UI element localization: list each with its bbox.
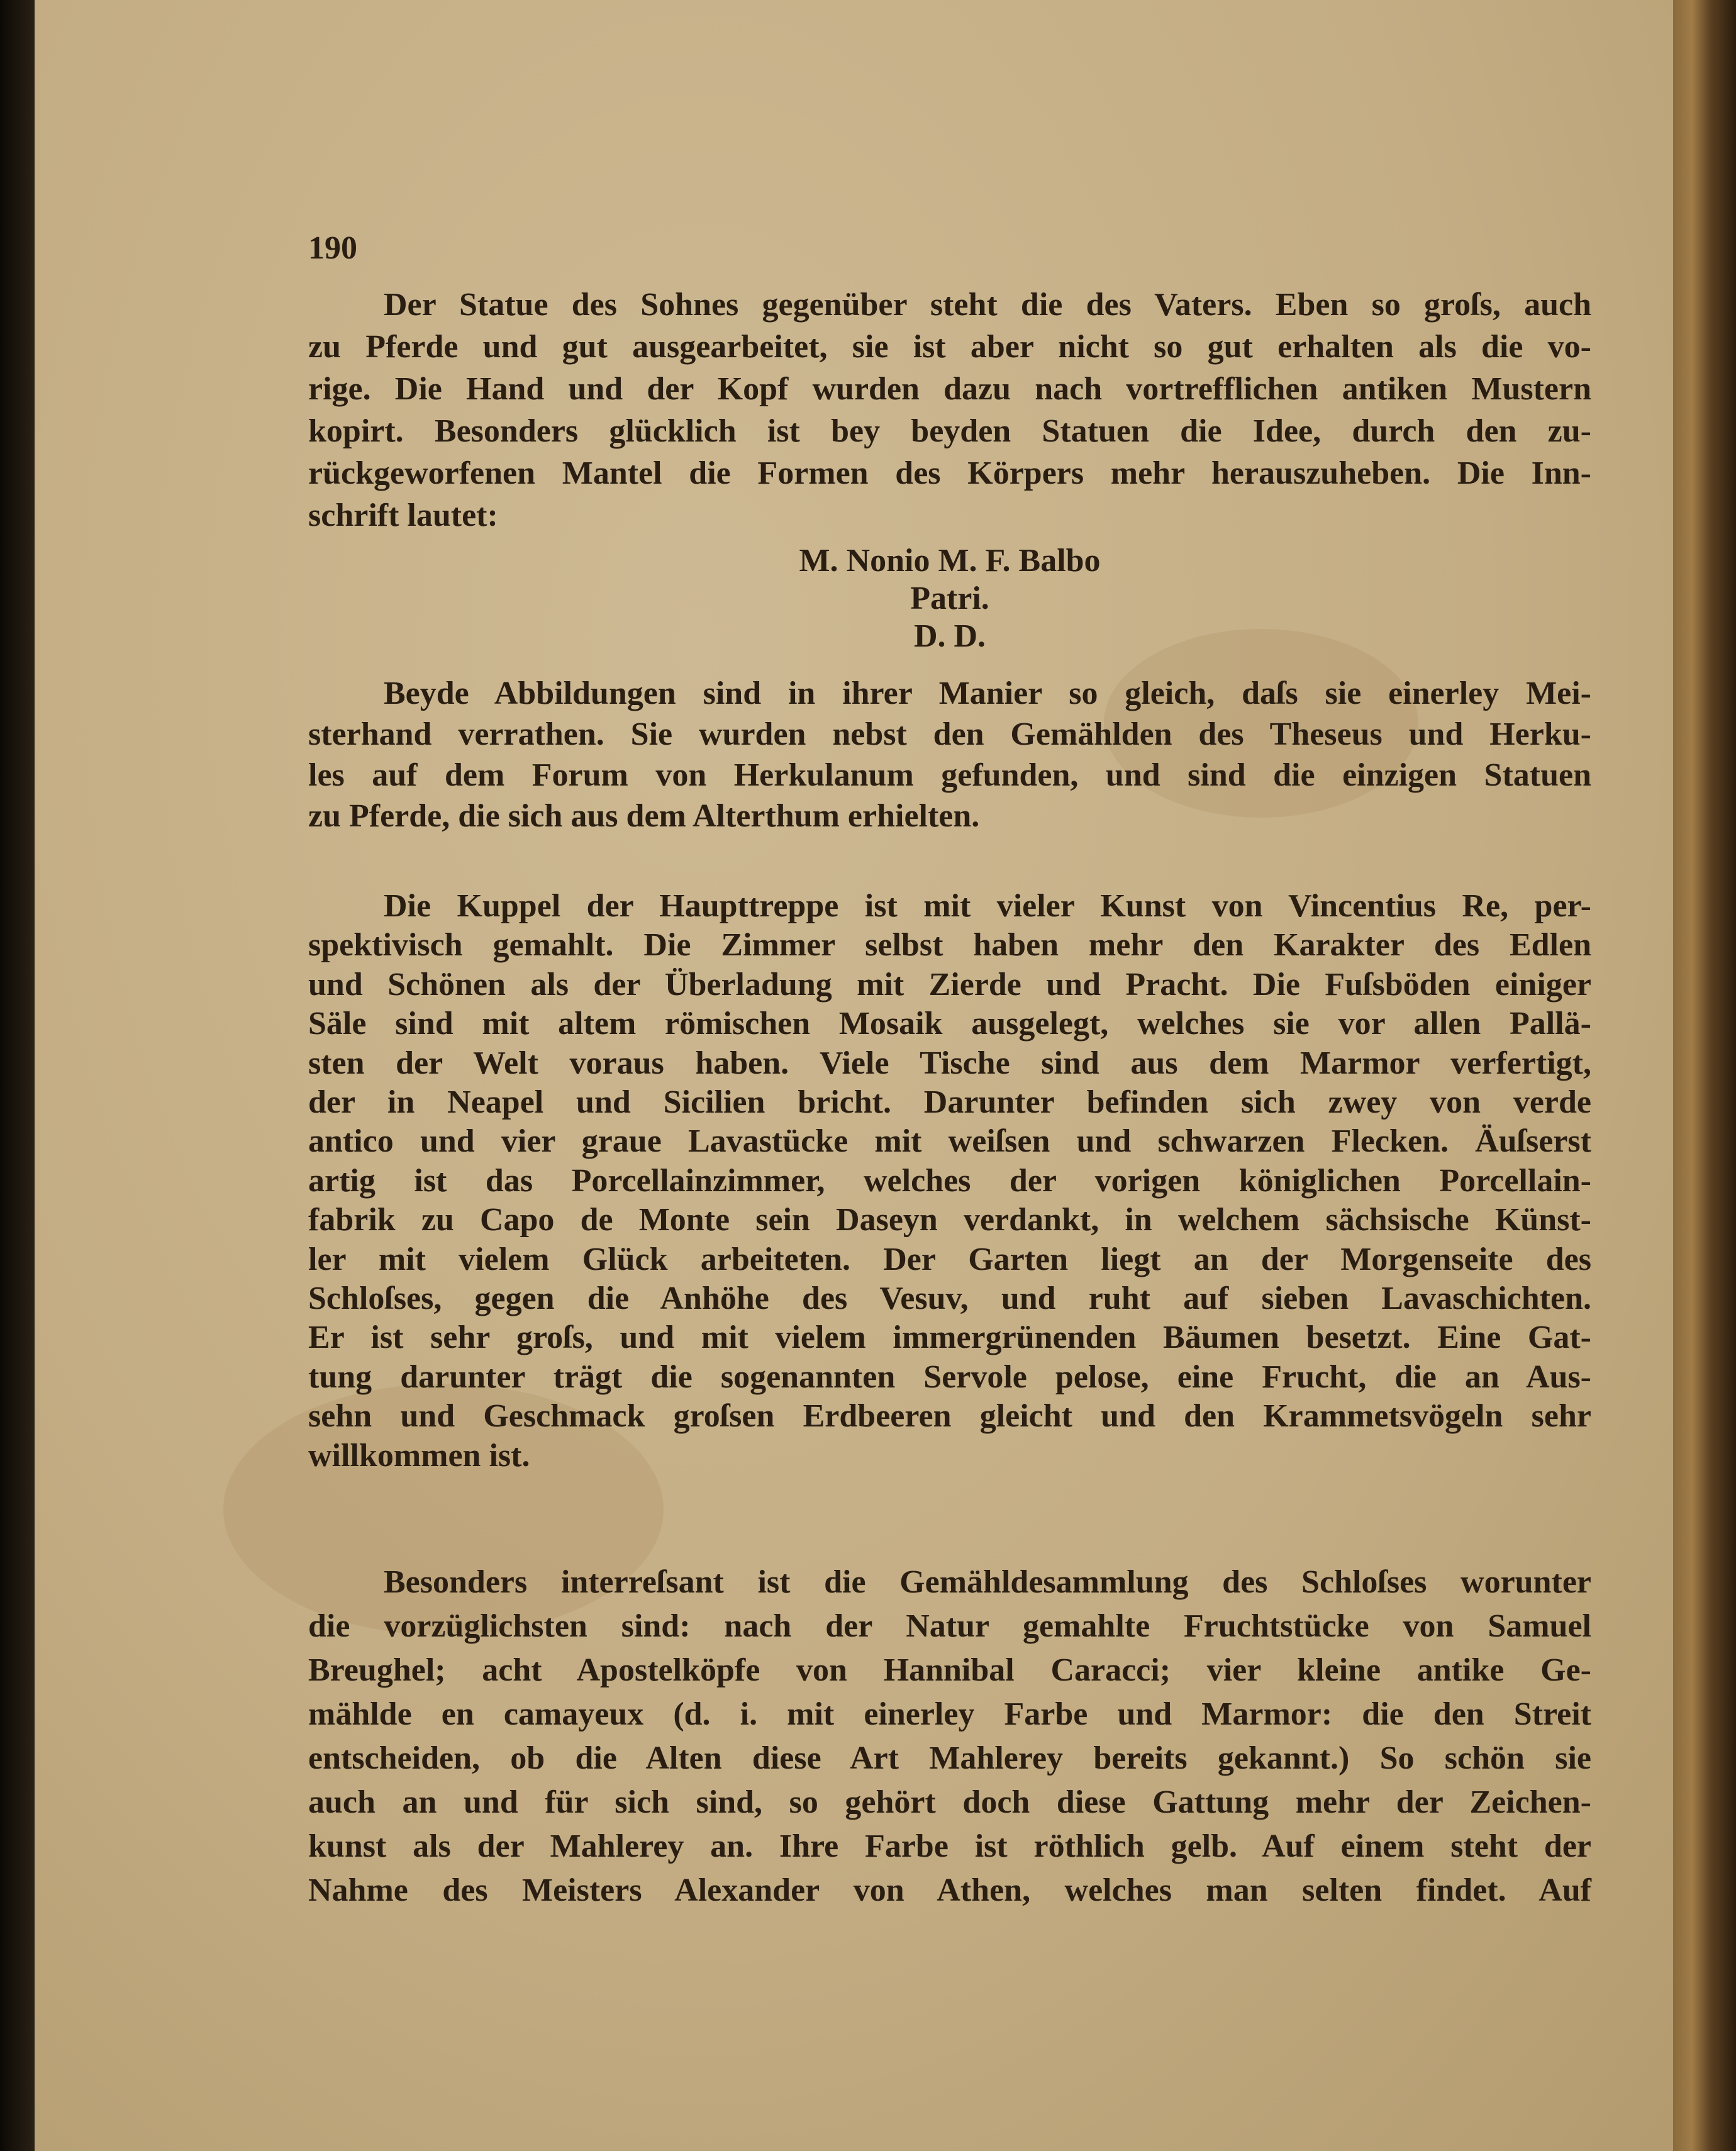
- page-fore-edge: [1673, 0, 1736, 2151]
- text-line: spektivisch gemahlt. Die Zimmer selbst haben mehr den Karakter des Edlen: [308, 927, 1591, 964]
- text-line: kopirt. Besonders glücklich ist bey beyden Statuen die Idee, durch den zu-: [308, 413, 1591, 449]
- page-number: 190: [308, 230, 357, 266]
- book-binding-edge: [0, 0, 35, 2151]
- inscription-line: Patri.: [910, 581, 989, 616]
- text-line: sehn und Geschmack groſsen Erdbeeren gleicht und den Krammetsvögeln sehr: [308, 1398, 1591, 1435]
- text-line: ler mit vielem Glück arbeiteten. Der Garten liegt an der Morgenseite des: [308, 1241, 1591, 1277]
- text-line: artig ist das Porcellainzimmer, welches der vorigen königlichen Porcellain-: [308, 1162, 1591, 1199]
- text-line: und Schönen als der Überladung mit Zierde und Pracht. Die Fuſsböden einiger: [308, 966, 1591, 1003]
- text-line: zu Pferde, die sich aus dem Alterthum erhielten.: [308, 798, 980, 834]
- text-line: sterhand verrathen. Sie wurden nebst den Gemählden des Theseus und Herku-: [308, 716, 1591, 752]
- inscription-line: D. D.: [913, 618, 986, 654]
- text-line: auch an und für sich sind, so gehört doch diese Gattung mehr der Zeichen-: [308, 1784, 1591, 1820]
- text-line: Schloſses, gegen die Anhöhe des Vesuv, und ruht auf sieben Lavaschichten.: [308, 1281, 1591, 1316]
- text-line: mählde en camayeux (d. i. mit einerley Farbe und Marmor: die den Streit: [308, 1696, 1591, 1732]
- text-line: Beyde Abbildungen sind in ihrer Manier so gleich, daſs sie einerley Mei-: [384, 675, 1591, 711]
- text-line: Säle sind mit altem römischen Mosaik ausgelegt, welches sie vor allen Pallä-: [308, 1006, 1591, 1042]
- text-line: les auf dem Forum von Herkulanum gefunden, und sind die einzigen Statuen: [308, 757, 1591, 793]
- text-line: kunst als der Mahlerey an. Ihre Farbe ist röthlich gelb. Auf einem steht der: [308, 1828, 1591, 1864]
- text-line: die vorzüglichsten sind: nach der Natur gemahlte Fruchtstücke von Samuel: [308, 1608, 1591, 1644]
- text-line: tung darunter trägt die sogenannten Servole pelose, eine Frucht, die an Aus-: [308, 1359, 1591, 1395]
- text-line: Nahme des Meisters Alexander von Athen, welches man selten findet. Auf: [308, 1872, 1591, 1908]
- text-line: Besonders interreſsant ist die Gemähldesammlung des Schloſses worunter: [384, 1564, 1591, 1600]
- text-line: fabrik zu Capo de Monte sein Daseyn verdankt, in welchem sächsische Künst-: [308, 1202, 1591, 1238]
- text-line: Breughel; acht Apostelköpfe von Hannibal Caracci; vier kleine antike Ge-: [308, 1652, 1591, 1688]
- text-line: willkommen ist.: [308, 1437, 530, 1474]
- text-line: der in Neapel und Sicilien bricht. Darunter befinden sich zwey von verde: [308, 1084, 1591, 1120]
- text-line: Die Kuppel der Haupttreppe ist mit vieler Kunst von Vincentius Re, per-: [384, 888, 1591, 924]
- text-line: Der Statue des Sohnes gegenüber steht die des Vaters. Eben so groſs, auch: [384, 287, 1591, 323]
- text-line: zu Pferde und gut ausgearbeitet, sie ist aber nicht so gut erhalten als die vo-: [308, 329, 1591, 365]
- text-line: sten der Welt voraus haben. Viele Tische sind aus dem Marmor verfertigt,: [308, 1045, 1591, 1081]
- text-line: antico und vier graue Lavastücke mit weiſsen und schwarzen Flecken. Äuſserst: [308, 1123, 1591, 1160]
- text-line: rige. Die Hand und der Kopf wurden dazu nach vortrefflichen antiken Mustern: [308, 371, 1591, 407]
- text-line: Er ist sehr groſs, und mit vielem immergrünenden Bäumen besetzt. Eine Gat-: [308, 1320, 1591, 1356]
- text-line: rückgeworfenen Mantel die Formen des Körpers mehr herauszuheben. Die Inn-: [308, 455, 1591, 491]
- inscription-line: M. Nonio M. F. Balbo: [799, 543, 1101, 579]
- text-line: schrift lautet:: [308, 497, 498, 533]
- text-line: entscheiden, ob die Alten diese Art Mahlerey bereits gekannt.) So schön sie: [308, 1740, 1591, 1776]
